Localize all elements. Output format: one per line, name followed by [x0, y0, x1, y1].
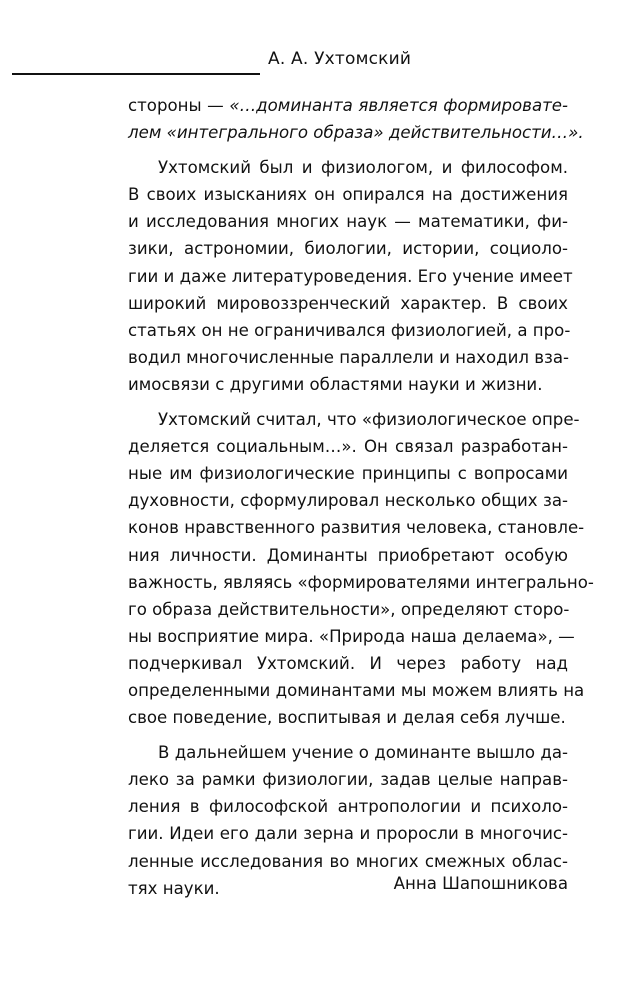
text-line [128, 739, 568, 766]
text-line [128, 596, 568, 623]
italic-quote: лем «интегрального образа» действительности…». [128, 123, 584, 143]
text-run: ны восприятие мира. «Природа наша делаема», — [128, 626, 575, 646]
text-line [128, 290, 568, 317]
text-line [128, 569, 594, 596]
text-line [128, 650, 568, 677]
text-line [128, 820, 568, 847]
text-run: духовности, сформулировал несколько общих за- [128, 491, 568, 511]
text-run: подчеркивал Ухтомский. И через работу над [128, 653, 568, 673]
text-run: определенными доминантами мы можем влиять на [128, 680, 585, 700]
text-line [128, 514, 585, 541]
italic-quote: «…доминанта является формировате- [229, 96, 568, 115]
text-line [128, 344, 568, 371]
text-run: тях науки. [128, 878, 220, 898]
paragraph [128, 154, 573, 398]
text-line [128, 263, 573, 290]
text-run: статьях он не ограничивался физиологией, а про- [128, 320, 571, 340]
text-run: В своих изысканиях он опирался на достижения [128, 185, 568, 205]
text-line [128, 92, 568, 119]
text-run: и исследования многих наук — математики, фи- [128, 212, 568, 232]
author-signature: Анна Шапошникова [393, 874, 568, 893]
text-run: ния личности. Доминанты приобретают особую [128, 545, 568, 565]
running-head: А. А. Ухтомский [268, 49, 412, 69]
paragraph [128, 406, 594, 731]
text-run: широкий мировоззренческий характер. В своих [128, 293, 568, 313]
text-line [128, 433, 568, 460]
text-line [128, 154, 568, 181]
text-run: стороны — [128, 96, 230, 115]
text-line [128, 460, 568, 487]
text-run: гии. Идеи его дали зерна и проросли в многочис- [128, 824, 568, 844]
text-run: гии и даже литературоведения. Его учение имеет [128, 266, 573, 286]
text-run: ленные исследования во многих смежных облас- [128, 851, 568, 871]
text-line [128, 317, 571, 344]
text-run: го образа действительности», определяют сторо- [128, 599, 570, 619]
text-line [128, 235, 568, 262]
text-run: имосвязи с другими областями науки и жизни. [128, 374, 543, 394]
header-rule [12, 73, 260, 75]
text-run: В дальнейшем учение о доминанте вышло да- [158, 743, 568, 763]
text-line [128, 848, 568, 875]
text-line [128, 371, 568, 398]
text-run: Ухтомский был и физиологом, и философом. [158, 158, 568, 178]
text-run: конов нравственного развития человека, становле- [128, 518, 585, 538]
text-line [128, 119, 584, 146]
text-line [128, 704, 568, 731]
text-run: ные им физиологические принципы с вопросами [128, 464, 568, 484]
paragraph [128, 92, 584, 146]
text-line [128, 793, 568, 820]
text-run: свое поведение, воспитывая и делая себя лучше. [128, 708, 566, 728]
text-run: зики, астрономии, биологии, истории, социоло- [128, 239, 568, 259]
text-line [128, 677, 585, 704]
text-line [128, 623, 575, 650]
body-text [128, 92, 594, 902]
text-line [128, 766, 568, 793]
text-run: ления в философской антропологии и психоло- [128, 797, 568, 817]
text-line [128, 542, 568, 569]
text-line [128, 406, 580, 433]
text-run: водил многочисленные параллели и находил вза- [128, 347, 570, 367]
text-line [128, 181, 568, 208]
text-run: деляется социальным…». Он связал разработан- [128, 437, 568, 457]
text-run: леко за рамки физиологии, задав целые направ- [128, 770, 568, 790]
text-run: важность, являясь «формирователями интегрально- [128, 572, 594, 592]
text-line [128, 487, 568, 514]
text-line [128, 208, 568, 235]
text-run: Ухтомский считал, что «физиологическое опре- [158, 410, 580, 430]
